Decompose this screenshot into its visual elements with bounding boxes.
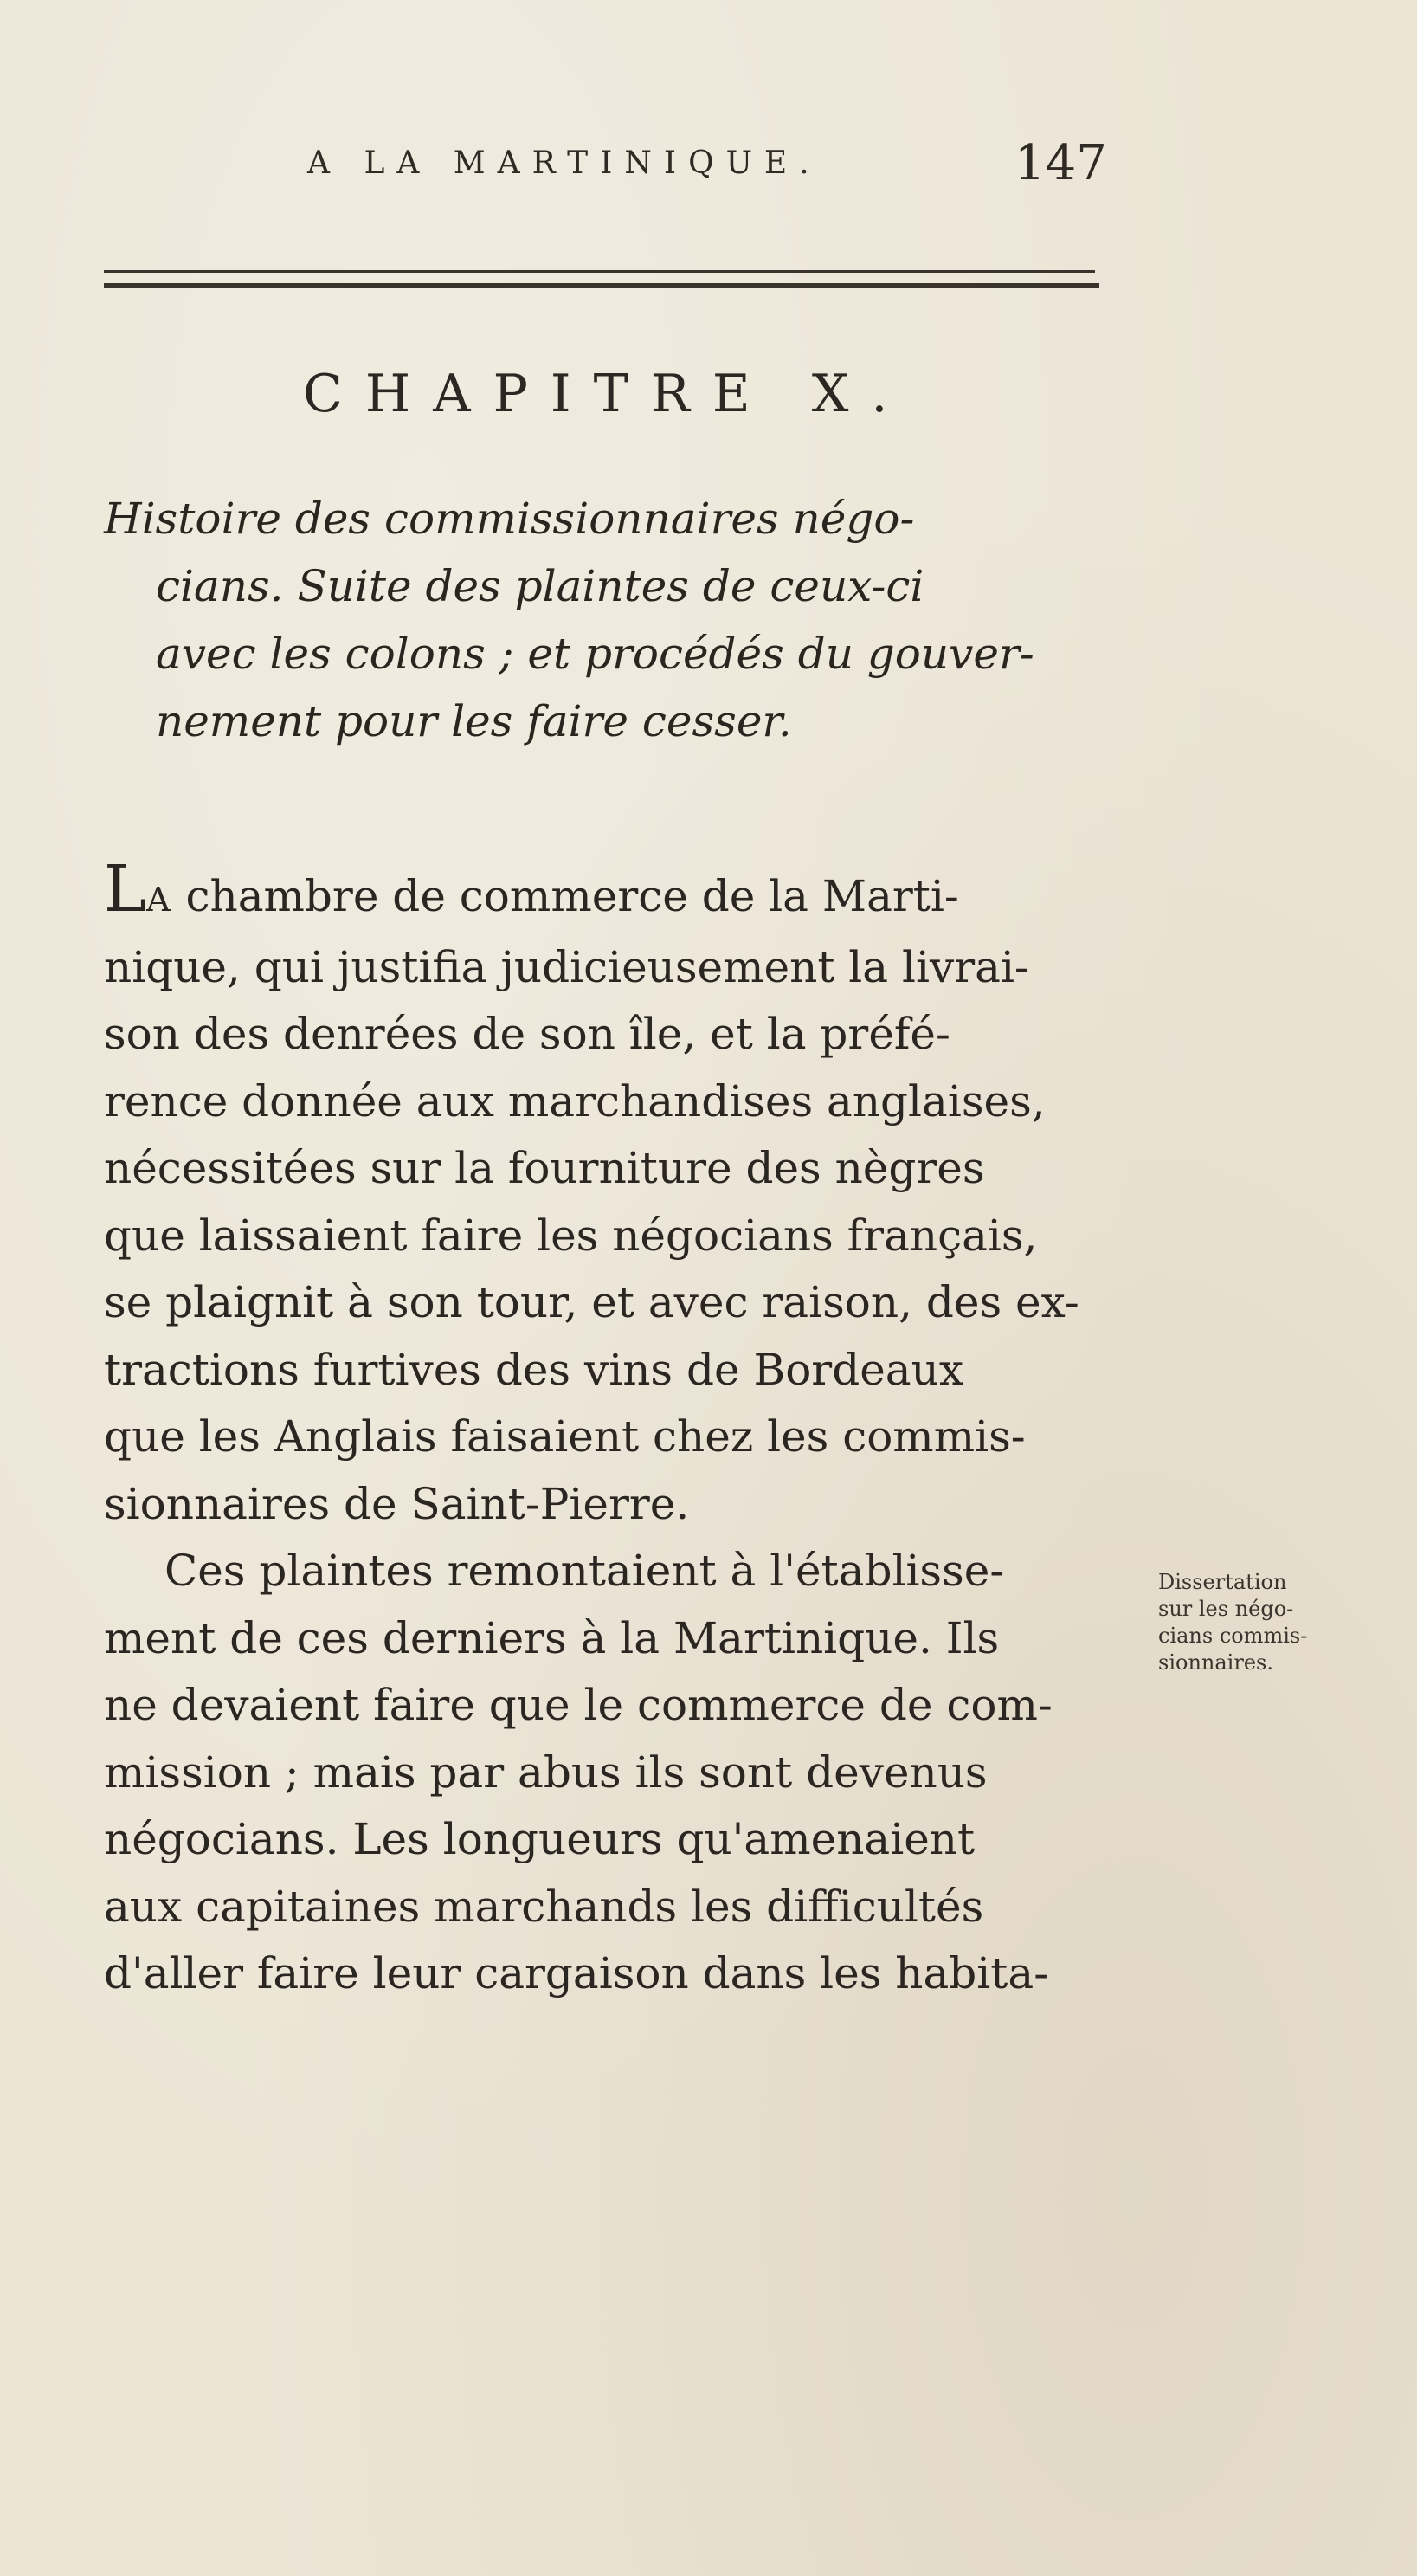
body-line: ment de ces derniers à la Martinique. Ils bbox=[104, 1612, 1000, 1663]
summary-line: avec les colons ; et procédés du gouver- bbox=[156, 629, 1034, 679]
body-line: son des denrées de son île, et la préfé- bbox=[104, 1009, 950, 1059]
body-line: tractions furtives des vins de Bordeaux bbox=[104, 1344, 964, 1395]
body-line: sionnaires de Saint-Pierre. bbox=[104, 1478, 690, 1529]
summary-line: nement pour les faire cesser. bbox=[156, 696, 792, 746]
body-line: nécessitées sur la fourniture des nègres bbox=[104, 1143, 985, 1193]
header-rule-thin bbox=[104, 270, 1095, 273]
body-first-line bbox=[104, 852, 1099, 934]
body-line: aux capitaines marchands les difficultés bbox=[104, 1881, 984, 1932]
body-line: que les Anglais faisaient chez les commis- bbox=[104, 1411, 1026, 1462]
margin-note-line: sionnaires. bbox=[1158, 1650, 1273, 1675]
initial-letter: L bbox=[104, 852, 147, 926]
margin-note bbox=[1158, 1569, 1383, 1676]
running-head: A LA MARTINIQUE. bbox=[307, 145, 821, 181]
body-line: se plaignit à son tour, et avec raison, des ex- bbox=[104, 1277, 1079, 1327]
chapter-title: CHAPITRE X. bbox=[303, 364, 911, 424]
body-line: Ces plaintes remontaient à l'établisse- bbox=[164, 1546, 1005, 1596]
chapter-summary bbox=[104, 485, 1099, 755]
body-line: négocians. Les longueurs qu'amenaient bbox=[104, 1814, 976, 1864]
first-line-rest: chambre de commerce de la Marti- bbox=[171, 871, 959, 921]
margin-note-line: sur les négo- bbox=[1158, 1597, 1294, 1621]
body-line: d'aller faire leur cargaison dans les habita- bbox=[104, 1948, 1049, 1998]
margin-note-line: Dissertation bbox=[1158, 1570, 1287, 1594]
body-line: mission ; mais par abus ils sont devenus bbox=[104, 1746, 988, 1798]
body-text bbox=[104, 852, 1099, 2008]
body-line: nique, qui justifia judicieusement la livrai- bbox=[104, 941, 1029, 992]
initial-smallcap: A bbox=[146, 881, 172, 919]
body-line: que laissaient faire les négocians français, bbox=[104, 1210, 1038, 1261]
body-line: ne devaient faire que le commerce de com- bbox=[104, 1680, 1053, 1730]
page-number: 147 bbox=[1014, 135, 1107, 191]
summary-line: Histoire des commissionnaires négo- bbox=[104, 494, 915, 544]
header-rule-thick bbox=[104, 283, 1099, 288]
margin-note-line: cians commis- bbox=[1158, 1624, 1308, 1648]
body-line: rence donnée aux marchandises anglaises, bbox=[104, 1075, 1046, 1127]
summary-line: cians. Suite des plaintes de ceux-ci bbox=[156, 561, 924, 611]
